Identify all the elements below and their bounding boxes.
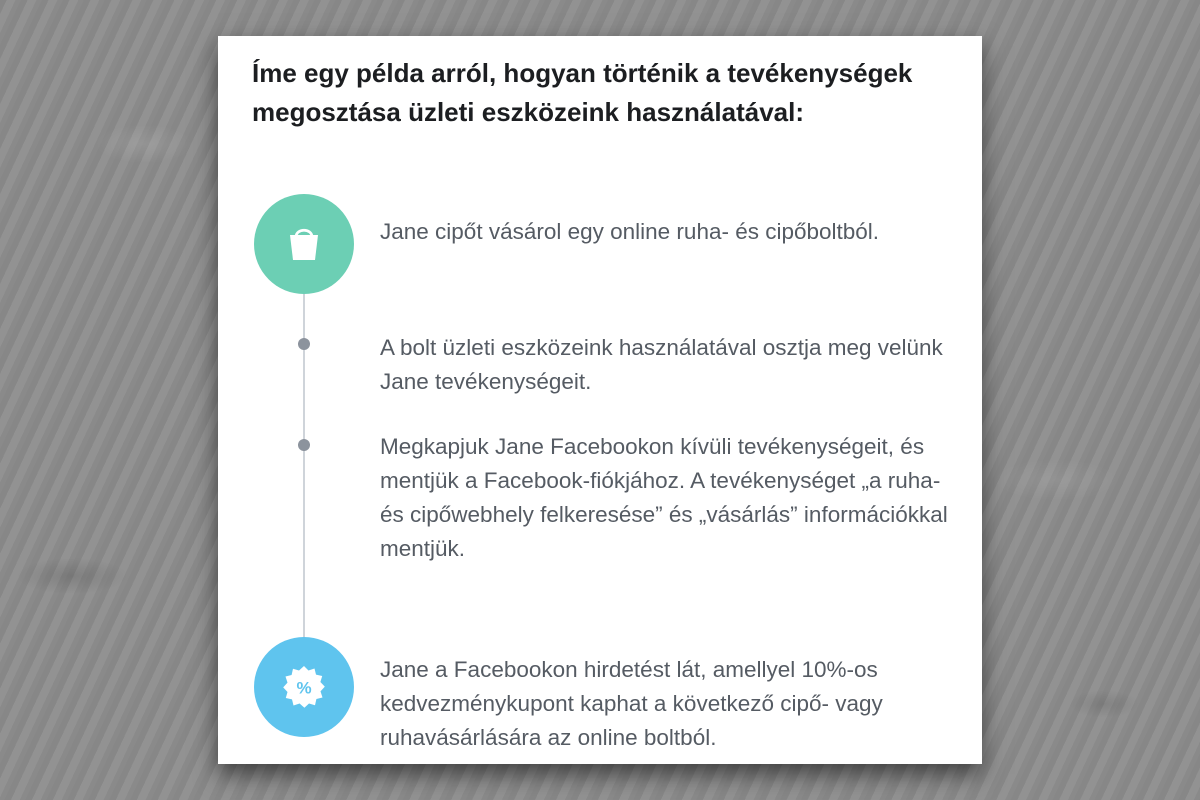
svg-text:%: % — [296, 678, 312, 698]
shopping-bag-icon — [282, 222, 326, 266]
step-4-text: Jane a Facebookon hirdetést lát, amellyel 10%-os kedvezménykupont kaphat a következő cipő- vagy ruhavásárlására az online boltból. — [380, 657, 883, 750]
step-1-text: Jane cipőt vásárol egy online ruha- és cipőboltból. — [380, 219, 880, 244]
page-title: Íme egy példa arról, hogyan történik a tevékenységek megosztása üzleti eszközeink használatával: — [252, 58, 913, 127]
info-card — [218, 36, 982, 764]
step-3-dot — [298, 439, 310, 451]
step-2-text: A bolt üzleti eszközeink használatával osztja meg velünk Jane tevékenységeit. — [380, 335, 943, 394]
step-1-circle — [254, 194, 354, 294]
timeline-line — [303, 281, 305, 651]
step-3-text: Megkapjuk Jane Facebookon kívüli tevékenységeit, és mentjük a Facebook-fiókjához. A tevékenységet „a ruha- és cipőwebhely felkeresése” és „vásárlás” információkkal mentjük. — [380, 434, 948, 561]
step-2-dot — [298, 338, 310, 350]
discount-badge-icon — [279, 662, 329, 712]
step-4-circle — [254, 637, 354, 737]
